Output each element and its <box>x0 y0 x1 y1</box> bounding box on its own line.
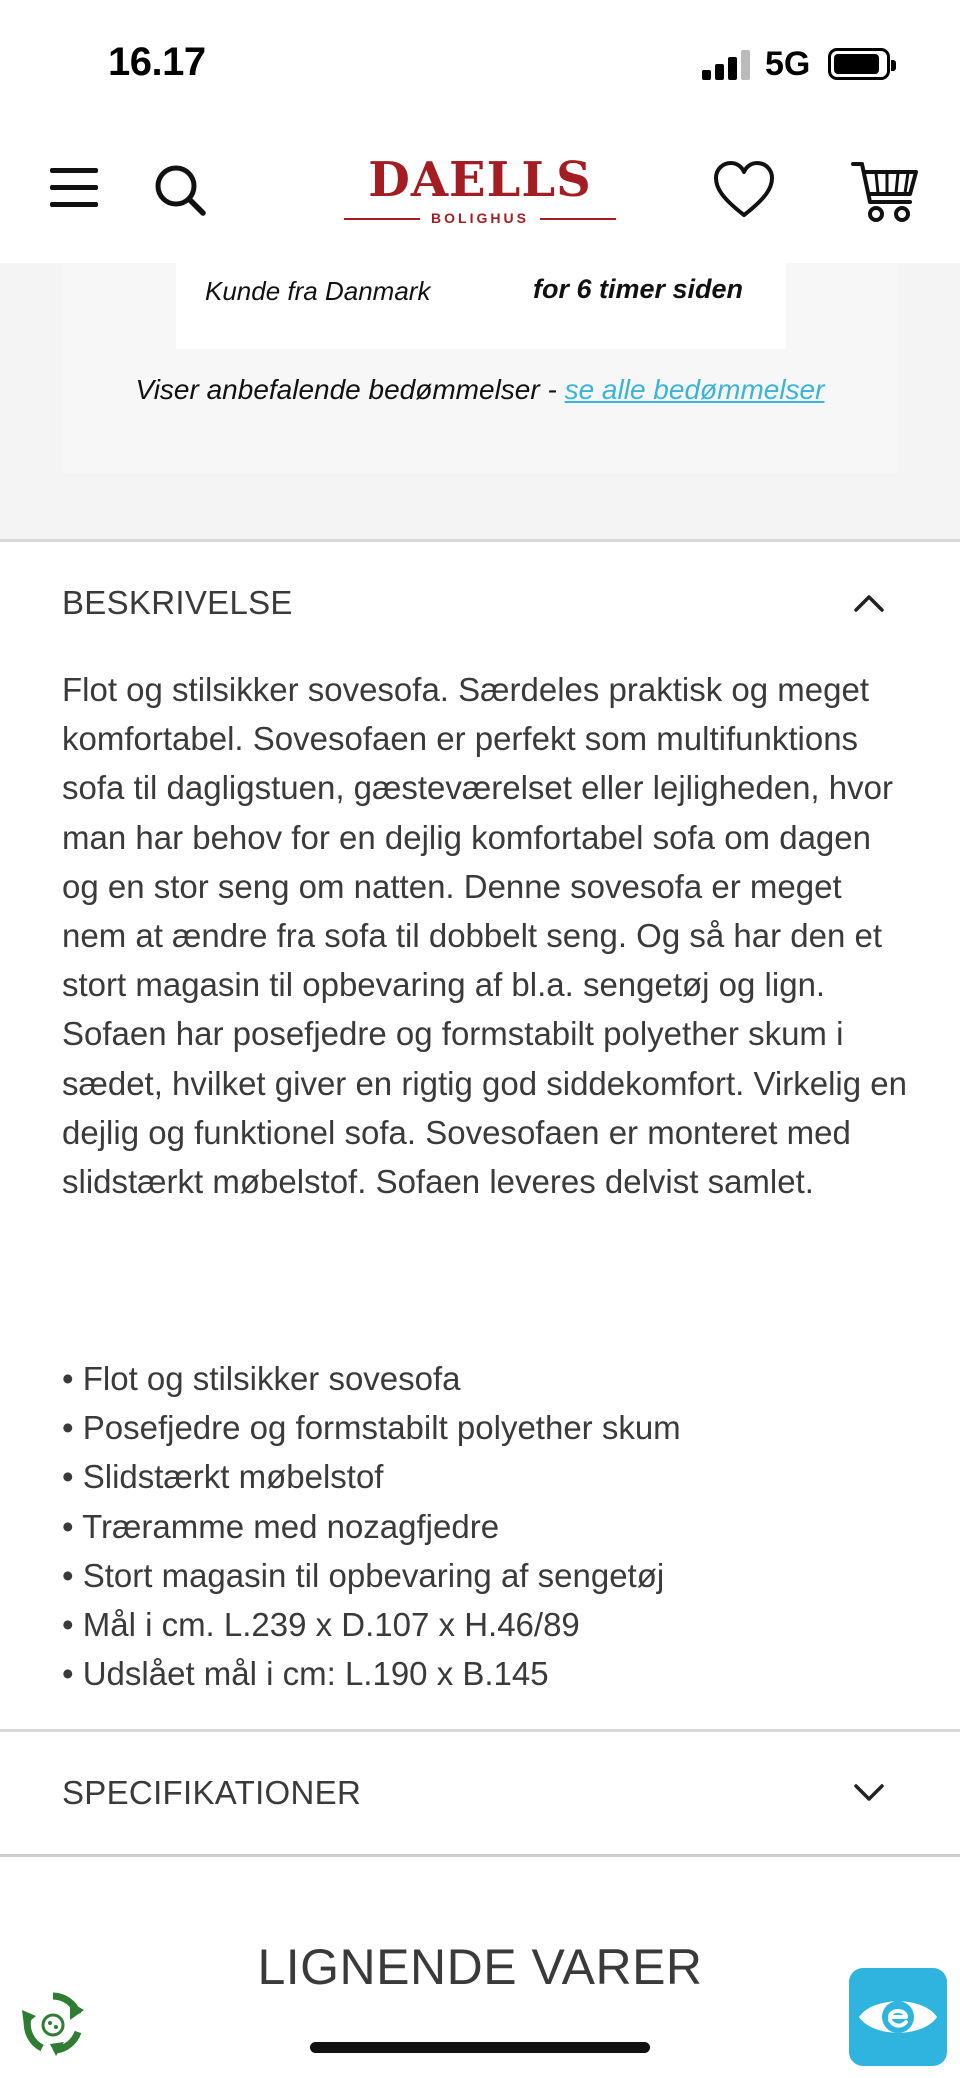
description-heading[interactable]: BESKRIVELSE <box>62 584 293 621</box>
menu-icon[interactable] <box>50 168 98 208</box>
feature-list <box>62 1354 912 1698</box>
reviews-note <box>62 374 898 406</box>
network-label: 5G <box>765 45 811 83</box>
search-icon[interactable] <box>152 162 208 218</box>
list-item: • Træramme med nozagfjedre <box>62 1507 500 1545</box>
list-item: • Stort magasin til opbevaring af sengetøj <box>62 1556 665 1594</box>
recycle-icon[interactable] <box>18 1988 88 2058</box>
logo-subtitle: BOLIGHUS <box>431 210 529 226</box>
description-text: Flot og stilsikker sovesofa. Særdeles praktisk og meget komfortabel. Sovesofaen er perfekt som multifunktions sofa til dagligstuen, gæsteværelset eller lejligheden, hvor man har behov for en dejlig komfortabel sofa om dagen og en stor seng om natten. Denne sovesofa er meget nem at ændre fra sofa til dobbelt seng. Og så har den et stort magasin til opbevaring af bl.a. sengetøj og lign. Sofaen har posefjedre og formstabilt polyether skum i sædet, hvilket giver en rigtig god siddekomfort. Virkelig en dejlig og funktionel sofa. Sovesofaen er monteret med slidstærkt møbelstof. Sofaen leveres delvist samlet. <box>62 671 907 1201</box>
divider <box>0 1854 960 1857</box>
chevron-up-icon[interactable] <box>852 592 886 614</box>
list-item: • Udslået mål i cm: L.190 x B.145 <box>62 1655 549 1693</box>
divider <box>0 1729 960 1732</box>
home-indicator <box>310 2042 650 2053</box>
status-bar <box>0 0 960 130</box>
list-item: • Slidstærkt møbelstof <box>62 1458 384 1496</box>
cart-icon[interactable] <box>850 156 920 226</box>
chevron-down-icon[interactable] <box>852 1782 886 1804</box>
review-time: for 6 timer siden <box>533 274 744 304</box>
site-logo[interactable] <box>342 152 618 230</box>
status-time: 16.17 <box>108 40 206 84</box>
specifications-heading[interactable]: SPECIFIKATIONER <box>62 1774 362 1811</box>
eye-badge-button[interactable] <box>849 1968 947 2066</box>
heart-icon[interactable] <box>712 160 776 220</box>
reviews-note-text: Viser anbefalende bedømmelser - <box>135 374 565 405</box>
eye-icon <box>849 1968 947 2066</box>
site-header <box>0 130 960 263</box>
divider <box>0 539 960 542</box>
review-author: Kunde fra Danmark <box>205 276 431 306</box>
logo-wordmark: DAELLS <box>368 152 592 208</box>
list-item: • Flot og stilsikker sovesofa <box>62 1360 461 1397</box>
see-all-reviews-link[interactable]: se alle bedømmelser <box>564 374 825 405</box>
list-item: • Mål i cm. L.239 x D.107 x H.46/89 <box>62 1606 580 1644</box>
list-item: • Posefjedre og formstabilt polyether skum <box>62 1409 681 1447</box>
similar-products-heading: LIGNENDE VARER <box>257 1939 703 1995</box>
battery-icon <box>828 48 890 80</box>
signal-icon <box>702 50 750 80</box>
